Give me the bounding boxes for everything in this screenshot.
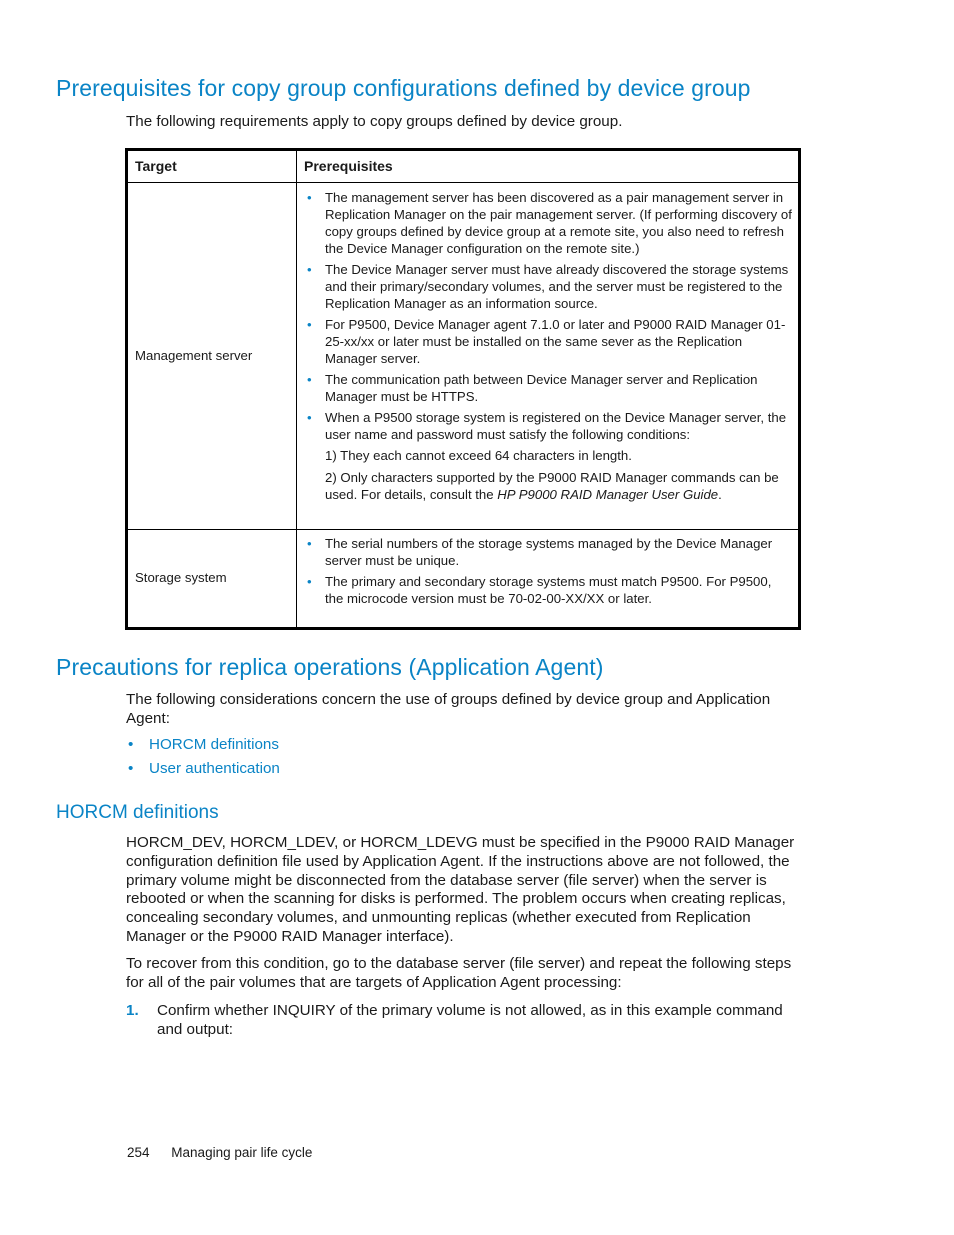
list-item xyxy=(304,372,792,406)
column-header-prerequisites: Prerequisites xyxy=(297,150,800,183)
page-number: 254 xyxy=(127,1145,150,1160)
condition-2 xyxy=(325,470,792,504)
section-intro-prerequisites: The following requirements apply to copy groups defined by device group. xyxy=(126,113,623,130)
list-item xyxy=(304,317,792,368)
list-item xyxy=(126,736,280,755)
prerequisites-table xyxy=(125,148,801,630)
horcm-paragraph-1: HORCM_DEV, HORCM_LDEV, or HORCM_LDEVG must be specified in the P9000 RAID Manager configuration definition file used by Application Agent. If the instructions above are not followed, the primary volume might be disconnected from the database server (file server) when the server is rebooted or when the scanning for disks is performed. The problem occurs when creating replicas, concealing secondary volumes, and unmounting replicas (whether executed from Replication Manager or the P9000 RAID Manager interface). xyxy=(126,834,795,945)
list-item-text: The serial numbers of the storage systems managed by the Device Manager server must be unique. xyxy=(325,536,773,568)
horcm-paragraph-2: To recover from this condition, go to the database server (file server) and repeat the following steps for all of the pair volumes that are targets of Application Agent processing: xyxy=(126,955,792,991)
section-heading-horcm: HORCM definitions xyxy=(56,802,219,823)
prerequisites-list xyxy=(304,536,792,608)
section-intro-precautions: The following considerations concern the use of groups defined by device group and Application Agent: xyxy=(126,691,771,727)
list-item-text: The management server has been discovered as a pair management server in Replication Manager on the pair management server. (If performing discovery of copy groups defined by device group at a remote site, you also need to refresh the Device Manager configuration on the remote site.) xyxy=(325,190,792,256)
list-item-text: For P9500, Device Manager agent 7.1.0 or later and P9000 RAID Manager 01-25-xx/xx or later must be installed on the same sever as the Replication Manager server. xyxy=(325,316,786,366)
prerequisites-list xyxy=(304,190,792,504)
link-user-authentication[interactable]: User authentication xyxy=(149,759,280,777)
list-item-text: The primary and secondary storage systems must match P9500. For P9500, the microcode version must be 70-02-00-XX/XX or later. xyxy=(325,574,772,606)
list-item xyxy=(304,262,792,313)
condition-2-text: 2) Only characters supported by the P9000 RAID Manager commands can be used. For details, consult the xyxy=(325,470,779,503)
condition-1: 1) They each cannot exceed 64 characters in length. xyxy=(325,448,632,464)
column-header-target: Target xyxy=(127,150,297,183)
table-row xyxy=(127,183,800,530)
chapter-title: Managing pair life cycle xyxy=(171,1145,313,1160)
list-item-text: When a P9500 storage system is registered on the Device Manager server, the user name and password must satisfy the following conditions: xyxy=(325,409,787,442)
precautions-link-list xyxy=(126,736,280,784)
target-cell: Storage system xyxy=(127,530,297,629)
bullet-icon: • xyxy=(128,759,134,777)
list-item xyxy=(304,574,792,608)
prerequisites-cell xyxy=(297,530,800,629)
step-text: Confirm whether INQUIRY of the primary volume is not allowed, as in this example command and output: xyxy=(157,1002,783,1038)
bullet-icon: • xyxy=(307,261,312,277)
bullet-icon: • xyxy=(307,371,312,387)
list-item xyxy=(304,410,792,505)
section-heading-precautions: Precautions for replica operations (Application Agent) xyxy=(56,654,604,680)
bullet-icon: • xyxy=(307,409,312,425)
bullet-icon: • xyxy=(307,316,312,332)
condition-2-suffix: . xyxy=(718,487,722,503)
target-cell: Management server xyxy=(127,183,297,530)
bullet-icon: • xyxy=(307,536,312,551)
table-header-row xyxy=(127,150,800,183)
list-item-text: The communication path between Device Manager server and Replication Manager must be HTTPS. xyxy=(325,371,758,404)
step-1 xyxy=(126,1002,806,1040)
guide-title: HP P9000 RAID Manager User Guide xyxy=(497,487,719,503)
link-horcm-definitions[interactable]: HORCM definitions xyxy=(149,736,279,753)
list-item-text: The Device Manager server must have already discovered the storage systems and their primary/secondary volumes, and the server must be registered to the Replication Manager as an information source. xyxy=(325,261,789,311)
list-item xyxy=(304,536,792,570)
page-footer xyxy=(127,1145,312,1160)
bullet-icon: • xyxy=(307,574,312,589)
prerequisites-cell xyxy=(297,183,800,530)
bullet-icon: • xyxy=(307,190,312,205)
section-heading-prerequisites: Prerequisites for copy group configurations defined by device group xyxy=(56,75,751,101)
list-item xyxy=(126,760,280,779)
bullet-icon: • xyxy=(128,736,134,753)
step-number: 1. xyxy=(126,1002,139,1019)
table-row xyxy=(127,530,800,629)
list-item xyxy=(304,190,792,258)
